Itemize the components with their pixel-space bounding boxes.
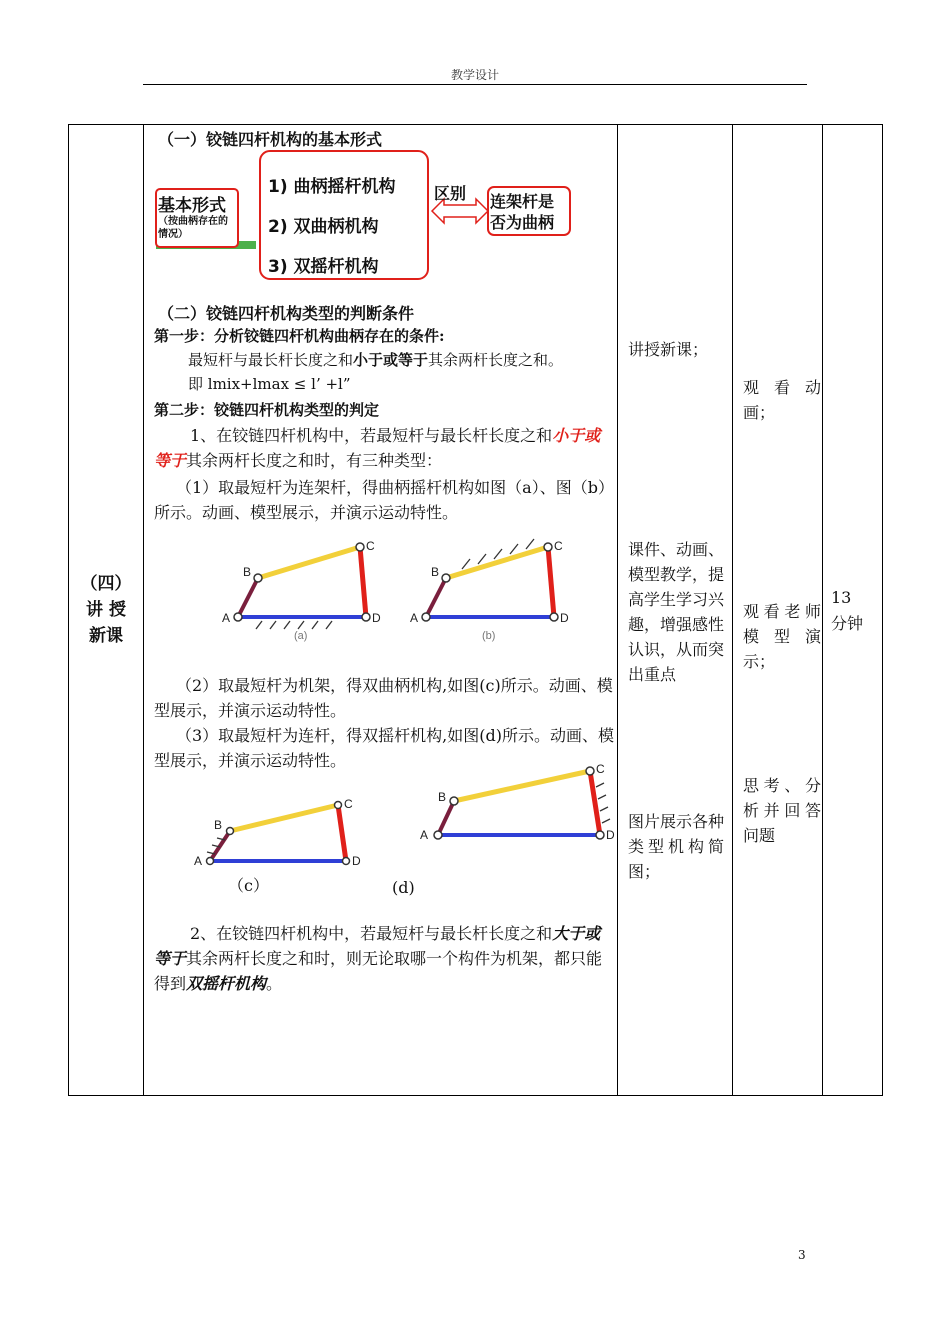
time-label: 13 分钟 <box>831 588 864 633</box>
para1-item1: （1）取最短杆为连架杆，得曲柄摇杆机构如图（a）、图（b）所示。动画、模型展示，并演示运动特性。 <box>154 478 614 522</box>
label-d: D <box>352 854 361 868</box>
form-item: 3) 双摇杆机构 <box>268 257 379 277</box>
figure-b <box>410 539 569 642</box>
label-c: C <box>366 539 375 553</box>
para2-emph: 大于或等于 <box>154 924 601 968</box>
step1-text-end: 其余两杆长度之和。 <box>428 351 564 369</box>
student-activity-1: 观看动画； <box>743 378 821 422</box>
para2-emph2: 双摇杆机构 <box>186 974 267 993</box>
caption-b: (b) <box>482 630 496 642</box>
teacher-activity-1: 讲授新课； <box>628 340 709 359</box>
content-cell <box>144 125 618 1096</box>
label-a: A <box>194 854 203 868</box>
student-activity-cell <box>733 125 823 1096</box>
teacher-activity-cell <box>618 125 733 1096</box>
page-number: 3 <box>798 1248 806 1262</box>
para1-text: 1、在铰链四杆机构中，若最短杆与最长杆长度之和 <box>190 426 553 445</box>
section1-title: （一）铰链四杆机构的基本形式 <box>158 130 383 149</box>
step1-formula: 即 lmix+lmax ≤ l’ +l” <box>188 375 351 393</box>
left-box-sub: （按曲柄存在的情况） <box>158 216 228 240</box>
header-rule <box>143 84 807 85</box>
para1-text-end: 其余两杆长度之和时，有三种类型： <box>186 451 443 470</box>
para1-item2: （2）取最短杆为机架，得双曲柄机构,如图(c)所示。动画、模型展示，并演示运动特性。 <box>154 676 613 720</box>
label-c: C <box>344 797 353 811</box>
stage-cell <box>69 125 144 1096</box>
right-box-text: 连架杆是否为曲柄 <box>490 192 555 232</box>
para2-text: 2、在铰链四杆机构中，若最短杆与最长杆长度之和 <box>190 924 553 943</box>
figures-ab <box>214 533 594 643</box>
label-b: B <box>438 790 447 804</box>
para2-text-mid: 其余两杆长度之和时，则无论取哪一个构件为机架，都只能得到 <box>154 949 603 993</box>
student-activity-2: 观看老师模型演示； <box>743 602 821 671</box>
figure-d <box>420 762 615 842</box>
page-header: 教学设计 <box>450 68 499 82</box>
caption-a: (a) <box>294 630 308 642</box>
label-b: B <box>214 818 223 832</box>
para2-text-end: 。 <box>266 974 283 993</box>
step1-text: 最短杆与最长杆长度之和 <box>188 351 354 369</box>
label-a: A <box>410 611 419 625</box>
form-items <box>268 167 396 287</box>
label-c: C <box>596 762 605 776</box>
label-b: B <box>243 565 252 579</box>
section2-title: （二）铰链四杆机构类型的判断条件 <box>158 304 415 323</box>
caption-c: （c） <box>228 876 269 895</box>
caption-d: (d) <box>392 878 415 897</box>
teacher-activity-2: 课件、动画、模型教学，提高学生学习兴趣，增强感性认识，从而突出重点 <box>628 540 725 684</box>
arrow-label: 区别 <box>434 184 467 203</box>
step2-title: 第二步：铰链四杆机构类型的判定 <box>154 401 380 419</box>
figures-cd <box>180 761 620 891</box>
step1-emph: 小于或等于 <box>353 351 429 369</box>
label-b: B <box>431 565 440 579</box>
label-d: D <box>606 828 615 842</box>
label-d: D <box>560 611 569 625</box>
figure-c <box>194 797 361 868</box>
step1-line1 <box>188 349 563 371</box>
para1-item3: （3）取最短杆为连杆，得双摇杆机构,如图(d)所示。动画、模型展示，并演示运动特性。 <box>154 726 614 770</box>
form-item: 2) 双曲柄机构 <box>268 217 379 237</box>
stage-label: （四） 讲 授 新课 <box>80 574 132 646</box>
para2 <box>154 921 614 996</box>
step1-title: 第一步：分析铰链四杆机构曲柄存在的条件: <box>154 327 445 345</box>
form-item: 1) 曲柄摇杆机构 <box>268 177 396 197</box>
label-a: A <box>420 828 429 842</box>
time-cell <box>823 125 883 1096</box>
student-activity-3: 思考、分析并回答问题 <box>743 776 821 845</box>
left-box-title: 基本形式 <box>158 196 226 216</box>
label-c: C <box>554 539 563 553</box>
label-a: A <box>222 611 231 625</box>
teacher-activity-3: 图片展示各种类型机构简图； <box>628 812 725 881</box>
para1-emph: 小于或等于 <box>154 426 601 470</box>
label-d: D <box>372 611 381 625</box>
lesson-table <box>68 124 883 1096</box>
figure-a <box>222 539 381 642</box>
para1 <box>154 423 614 473</box>
